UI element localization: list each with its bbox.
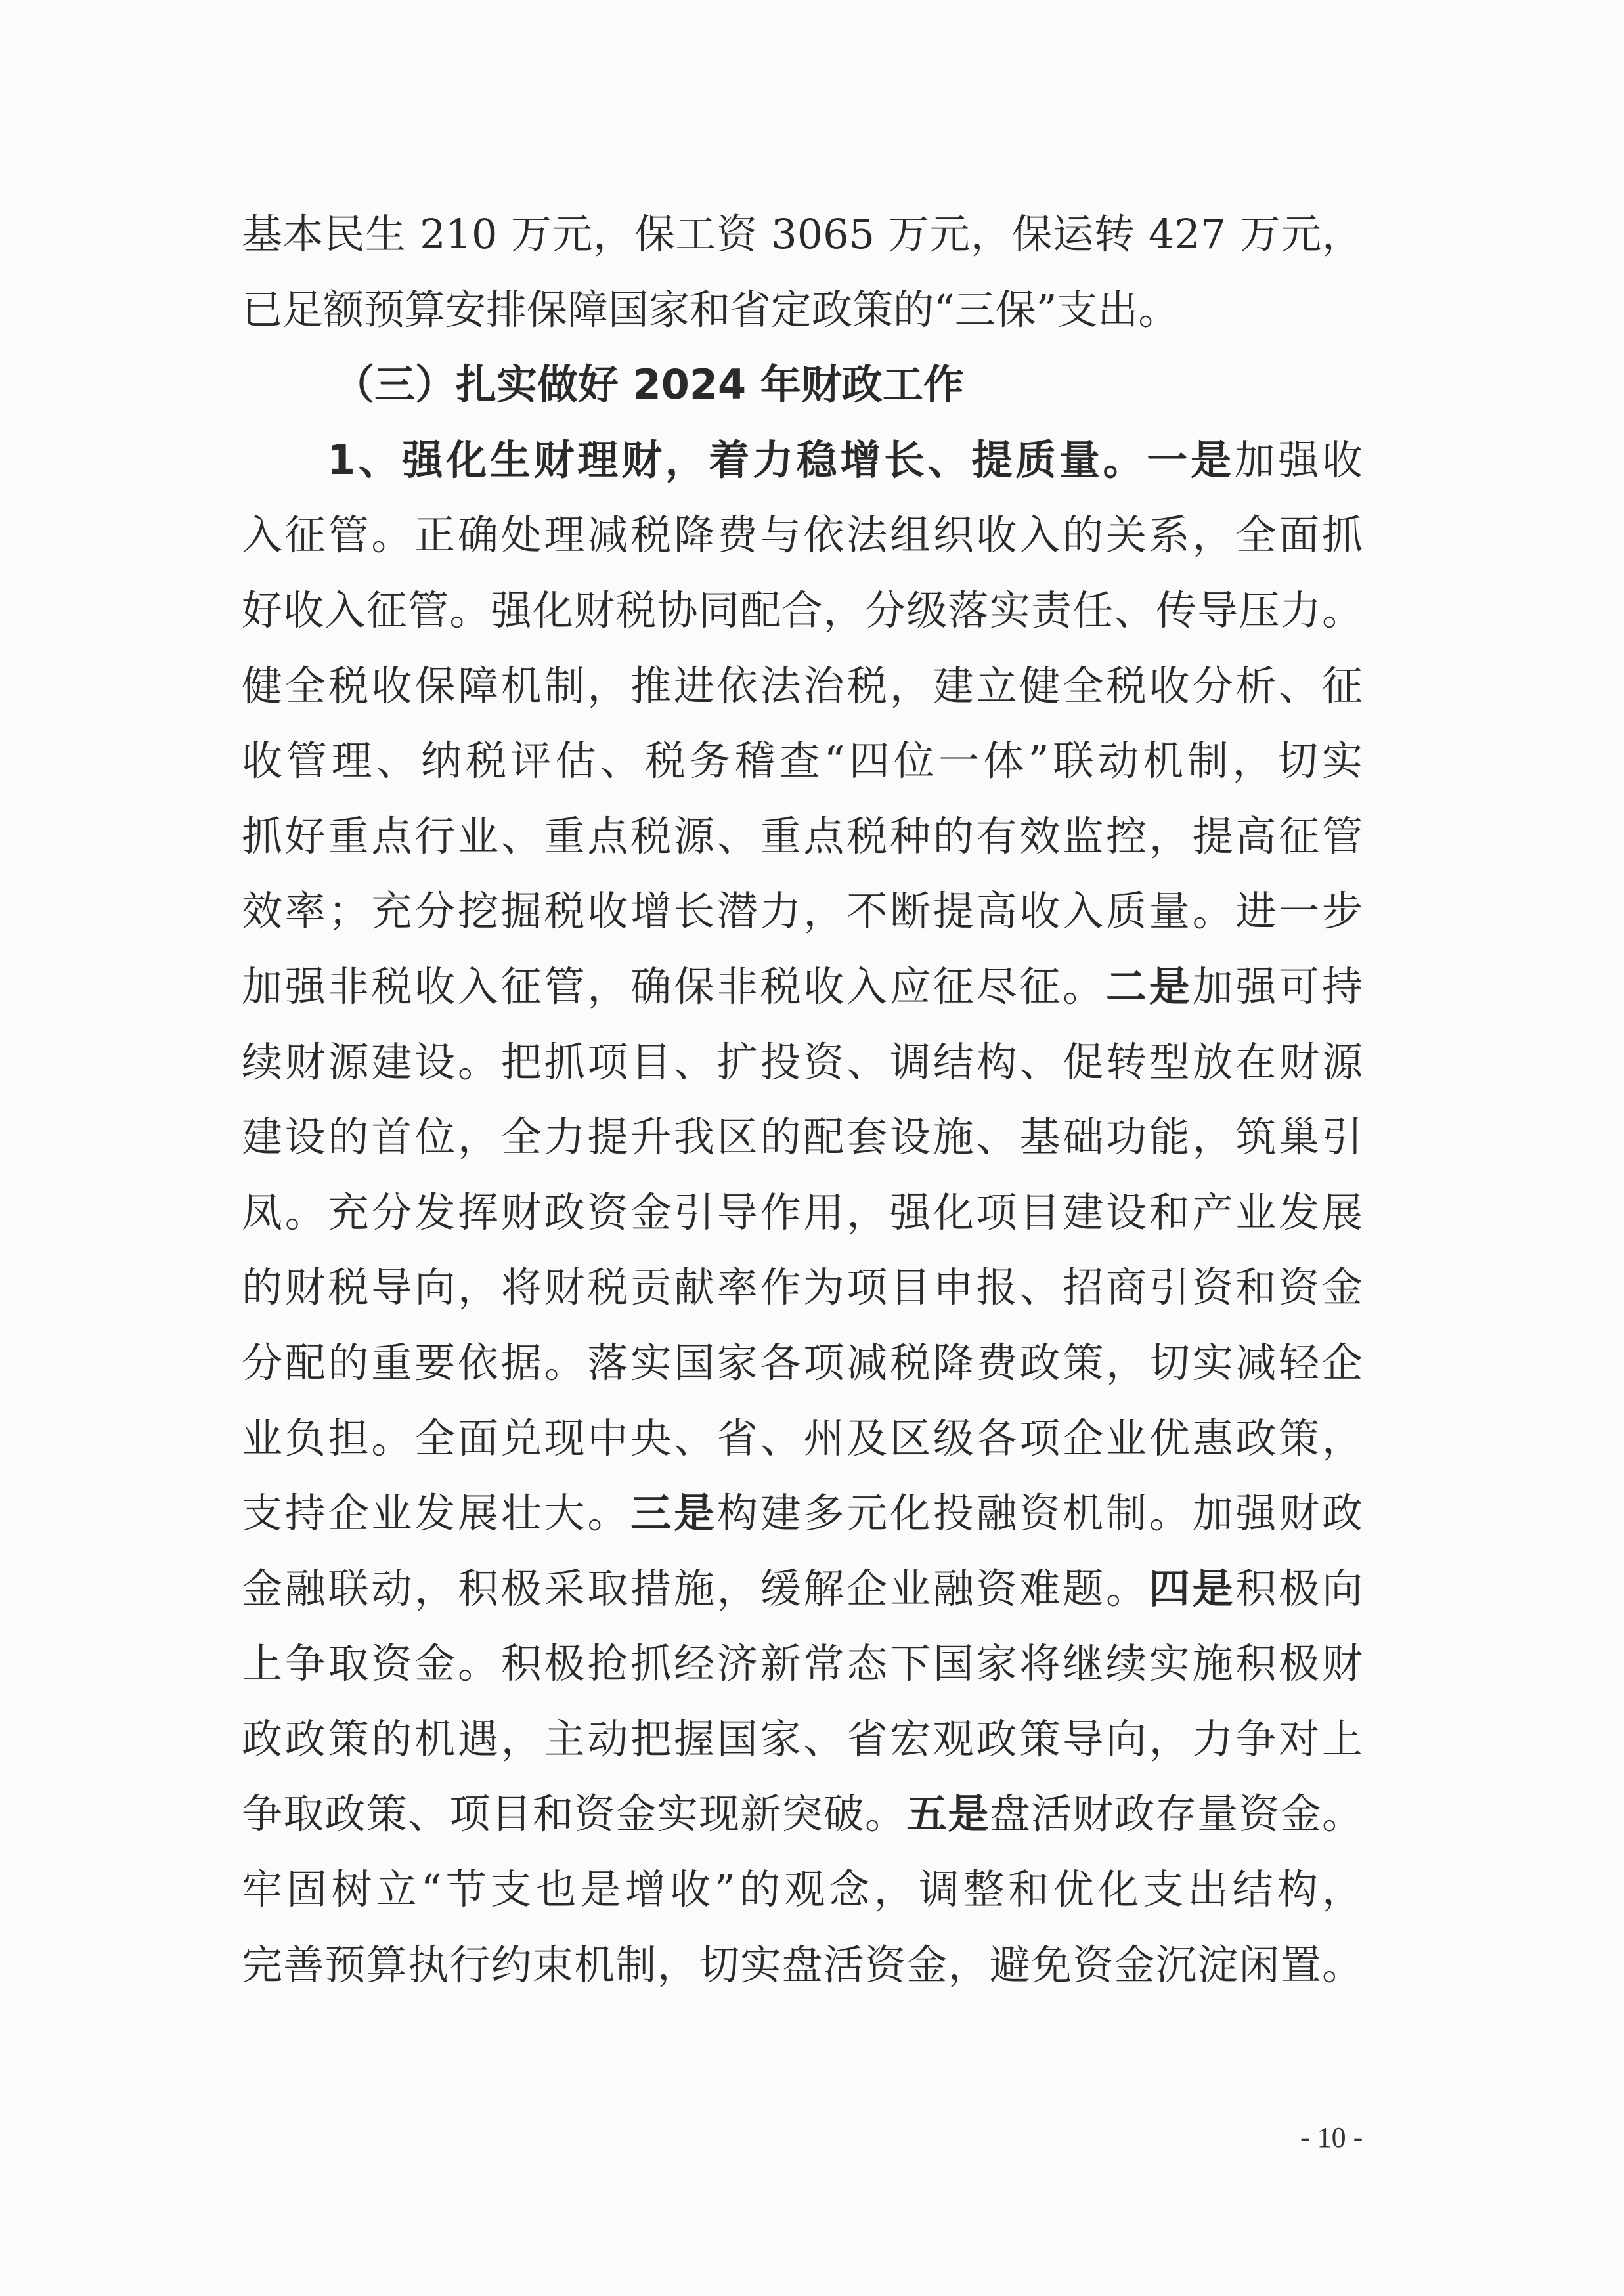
paragraph-line	[242, 1702, 1363, 1777]
paragraph-line	[242, 874, 1363, 949]
text: 构建多元化投融资机制。加强财政	[716, 1489, 1363, 1538]
page-number: - 10 -	[1300, 2121, 1363, 2154]
text: 收管理、纳税评估、税务稽查“四位一体”联动机制，切实	[242, 737, 1363, 785]
text: 积极向	[1235, 1564, 1363, 1613]
paragraph-line	[242, 1852, 1363, 1928]
text: 业负担。全面兑现中央、省、州及区级各项企业优惠政策，	[242, 1414, 1363, 1462]
bold-text: 五是	[906, 1790, 990, 1838]
text: 加强收	[1234, 435, 1363, 484]
text: 加强非税收入征管，确保非税收入应征尽征。	[242, 962, 1106, 1010]
text: 凤。充分发挥财政资金引导作用，强化项目建设和产业发展	[242, 1188, 1363, 1236]
paragraph-line	[242, 573, 1363, 649]
paragraph-line	[242, 649, 1363, 724]
paragraph-line	[242, 1326, 1363, 1401]
document-body	[242, 197, 1363, 2003]
text: 已足额预算安排保障国家和省定政策的“三保”支出。	[242, 285, 1179, 334]
paragraph-line	[242, 1100, 1363, 1175]
text: 入征管。正确处理减税降费与依法组织收入的关系，全面抓	[242, 511, 1363, 559]
paragraph-line	[242, 1025, 1363, 1100]
paragraph-line	[242, 272, 1363, 348]
paragraph-line	[242, 1476, 1363, 1551]
text: 健全税收保障机制，推进依法治税，建立健全税收分析、征	[242, 661, 1363, 710]
paragraph-line	[242, 1928, 1363, 2003]
paragraph-line	[242, 197, 1363, 272]
paragraph-line	[242, 1551, 1363, 1627]
text: 加强可持	[1192, 962, 1363, 1010]
paragraph-line	[242, 1777, 1363, 1852]
paragraph-line	[242, 799, 1363, 875]
section-heading	[242, 347, 1363, 423]
paragraph-line	[242, 1626, 1363, 1702]
text: 分配的重要依据。落实国家各项减税降费政策，切实减轻企	[242, 1338, 1363, 1387]
text: 完善预算执行约束机制，切实盘活资金，避免资金沉淀闲置。	[242, 1940, 1363, 1989]
text: （三）扎实做好 2024 年财政工作	[334, 360, 964, 409]
text: 抓好重点行业、重点税源、重点税种的有效监控，提高征管	[242, 812, 1363, 860]
paragraph-line	[242, 1401, 1363, 1477]
text: 牢固树立“节支也是增收”的观念，调整和优化支出结构，	[242, 1865, 1363, 1914]
text: 盘活财政存量资金。	[989, 1790, 1363, 1838]
bold-text: 1、强化生财理财，着力稳增长、提质量。一是	[327, 435, 1235, 484]
text: 上争取资金。积极抢抓经济新常态下国家将继续实施积极财	[242, 1639, 1363, 1688]
text: 支持企业发展壮大。	[242, 1489, 631, 1538]
bold-text: 三是	[630, 1489, 717, 1538]
text: 效率；充分挖掘税收增长潜力，不断提高收入质量。进一步	[242, 887, 1363, 936]
paragraph-line	[242, 423, 1363, 498]
text: 争取政策、项目和资金实现新突破。	[242, 1790, 907, 1838]
text: 金融联动，积极采取措施，缓解企业融资难题。	[242, 1564, 1149, 1613]
bold-text: 四是	[1149, 1564, 1236, 1613]
paragraph-line	[242, 1175, 1363, 1251]
text: 政政策的机遇，主动把握国家、省宏观政策导向，力争对上	[242, 1714, 1363, 1763]
text: 建设的首位，全力提升我区的配套设施、基础功能，筑巢引	[242, 1113, 1363, 1161]
text: 的财税导向，将财税贡献率作为项目申报、招商引资和资金	[242, 1263, 1363, 1312]
paragraph-line	[242, 1250, 1363, 1326]
paragraph-line	[242, 949, 1363, 1025]
text: 基本民生 210 万元，保工资 3065 万元，保运转 427 万元，	[242, 210, 1363, 258]
paragraph-line	[242, 724, 1363, 799]
text: 续财源建设。把抓项目、扩投资、调结构、促转型放在财源	[242, 1037, 1363, 1086]
text: 好收入征管。强化财税协同配合，分级落实责任、传导压力。	[242, 586, 1363, 634]
bold-text: 二是	[1105, 962, 1193, 1010]
paragraph-line	[242, 498, 1363, 573]
